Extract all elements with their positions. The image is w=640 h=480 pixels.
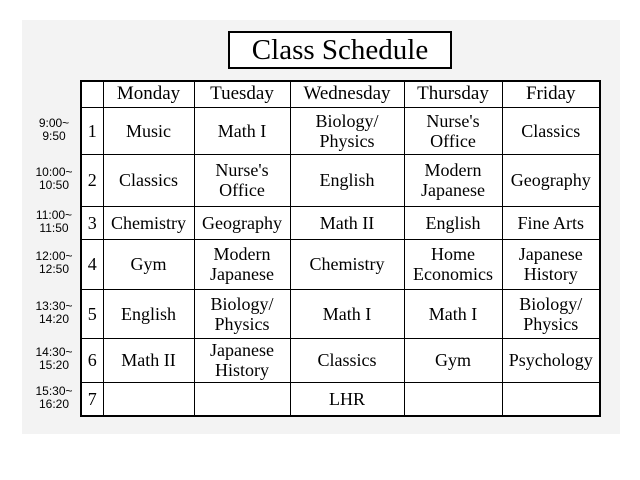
class-cell: Japanese History bbox=[502, 239, 600, 289]
class-cell bbox=[103, 382, 194, 416]
class-cell: Math I bbox=[290, 289, 404, 338]
day-header-wednesday: Wednesday bbox=[290, 81, 404, 107]
class-cell: Nurse's Office bbox=[404, 107, 502, 154]
class-cell: LHR bbox=[290, 382, 404, 416]
class-cell: Classics bbox=[502, 107, 600, 154]
class-cell: Biology/ Physics bbox=[290, 107, 404, 154]
table-row bbox=[81, 382, 600, 416]
class-cell: Classics bbox=[290, 338, 404, 382]
class-cell: Nurse's Office bbox=[194, 154, 290, 206]
class-cell: Math II bbox=[103, 338, 194, 382]
period-time: 14:30~ 15:20 bbox=[35, 345, 73, 372]
class-cell: Home Economics bbox=[404, 239, 502, 289]
class-cell: Biology/ Physics bbox=[502, 289, 600, 338]
table-row bbox=[81, 289, 600, 338]
class-cell: Music bbox=[103, 107, 194, 154]
day-header-tuesday: Tuesday bbox=[194, 81, 290, 107]
period-number: 1 bbox=[81, 107, 103, 154]
period-number: 3 bbox=[81, 206, 103, 239]
day-header-thursday: Thursday bbox=[404, 81, 502, 107]
table-row bbox=[81, 338, 600, 382]
class-cell: Chemistry bbox=[290, 239, 404, 289]
table-row bbox=[81, 239, 600, 289]
period-time: 9:00~ 9:50 bbox=[38, 115, 70, 143]
period-number: 7 bbox=[81, 382, 103, 416]
period-number: 2 bbox=[81, 154, 103, 206]
class-cell: English bbox=[404, 206, 502, 239]
period-number: 4 bbox=[81, 239, 103, 289]
class-cell: Geography bbox=[502, 154, 600, 206]
class-cell: Fine Arts bbox=[502, 206, 600, 239]
class-cell: Gym bbox=[404, 338, 502, 382]
class-cell: Biology/ Physics bbox=[194, 289, 290, 338]
class-cell: Modern Japanese bbox=[404, 154, 502, 206]
day-header-friday: Friday bbox=[502, 81, 600, 107]
period-time: 11:00~ 11:50 bbox=[35, 207, 73, 235]
class-cell: English bbox=[103, 289, 194, 338]
table-row bbox=[81, 206, 600, 239]
class-cell: Chemistry bbox=[103, 206, 194, 239]
class-cell: Gym bbox=[103, 239, 194, 289]
class-cell: English bbox=[290, 154, 404, 206]
period-time: 13:30~ 14:20 bbox=[35, 298, 73, 326]
period-time: 10:00~ 10:50 bbox=[35, 165, 73, 192]
class-cell bbox=[404, 382, 502, 416]
class-cell: Geography bbox=[194, 206, 290, 239]
page-title: Class Schedule bbox=[228, 31, 452, 69]
schedule-table bbox=[80, 80, 601, 417]
day-header-monday: Monday bbox=[103, 81, 194, 107]
period-time: 12:00~ 12:50 bbox=[35, 249, 73, 276]
class-cell: Japanese History bbox=[194, 338, 290, 382]
table-row bbox=[81, 154, 600, 206]
period-time: 15:30~ 16:20 bbox=[35, 384, 73, 411]
period-number: 5 bbox=[81, 289, 103, 338]
class-cell bbox=[194, 382, 290, 416]
corner-cell bbox=[81, 81, 103, 107]
class-cell: Classics bbox=[103, 154, 194, 206]
class-cell: Math I bbox=[404, 289, 502, 338]
class-cell: Math I bbox=[194, 107, 290, 154]
header-row bbox=[81, 81, 600, 107]
period-number: 6 bbox=[81, 338, 103, 382]
table-row bbox=[81, 107, 600, 154]
class-cell: Psychology bbox=[502, 338, 600, 382]
class-cell: Math II bbox=[290, 206, 404, 239]
class-cell bbox=[502, 382, 600, 416]
class-cell: Modern Japanese bbox=[194, 239, 290, 289]
